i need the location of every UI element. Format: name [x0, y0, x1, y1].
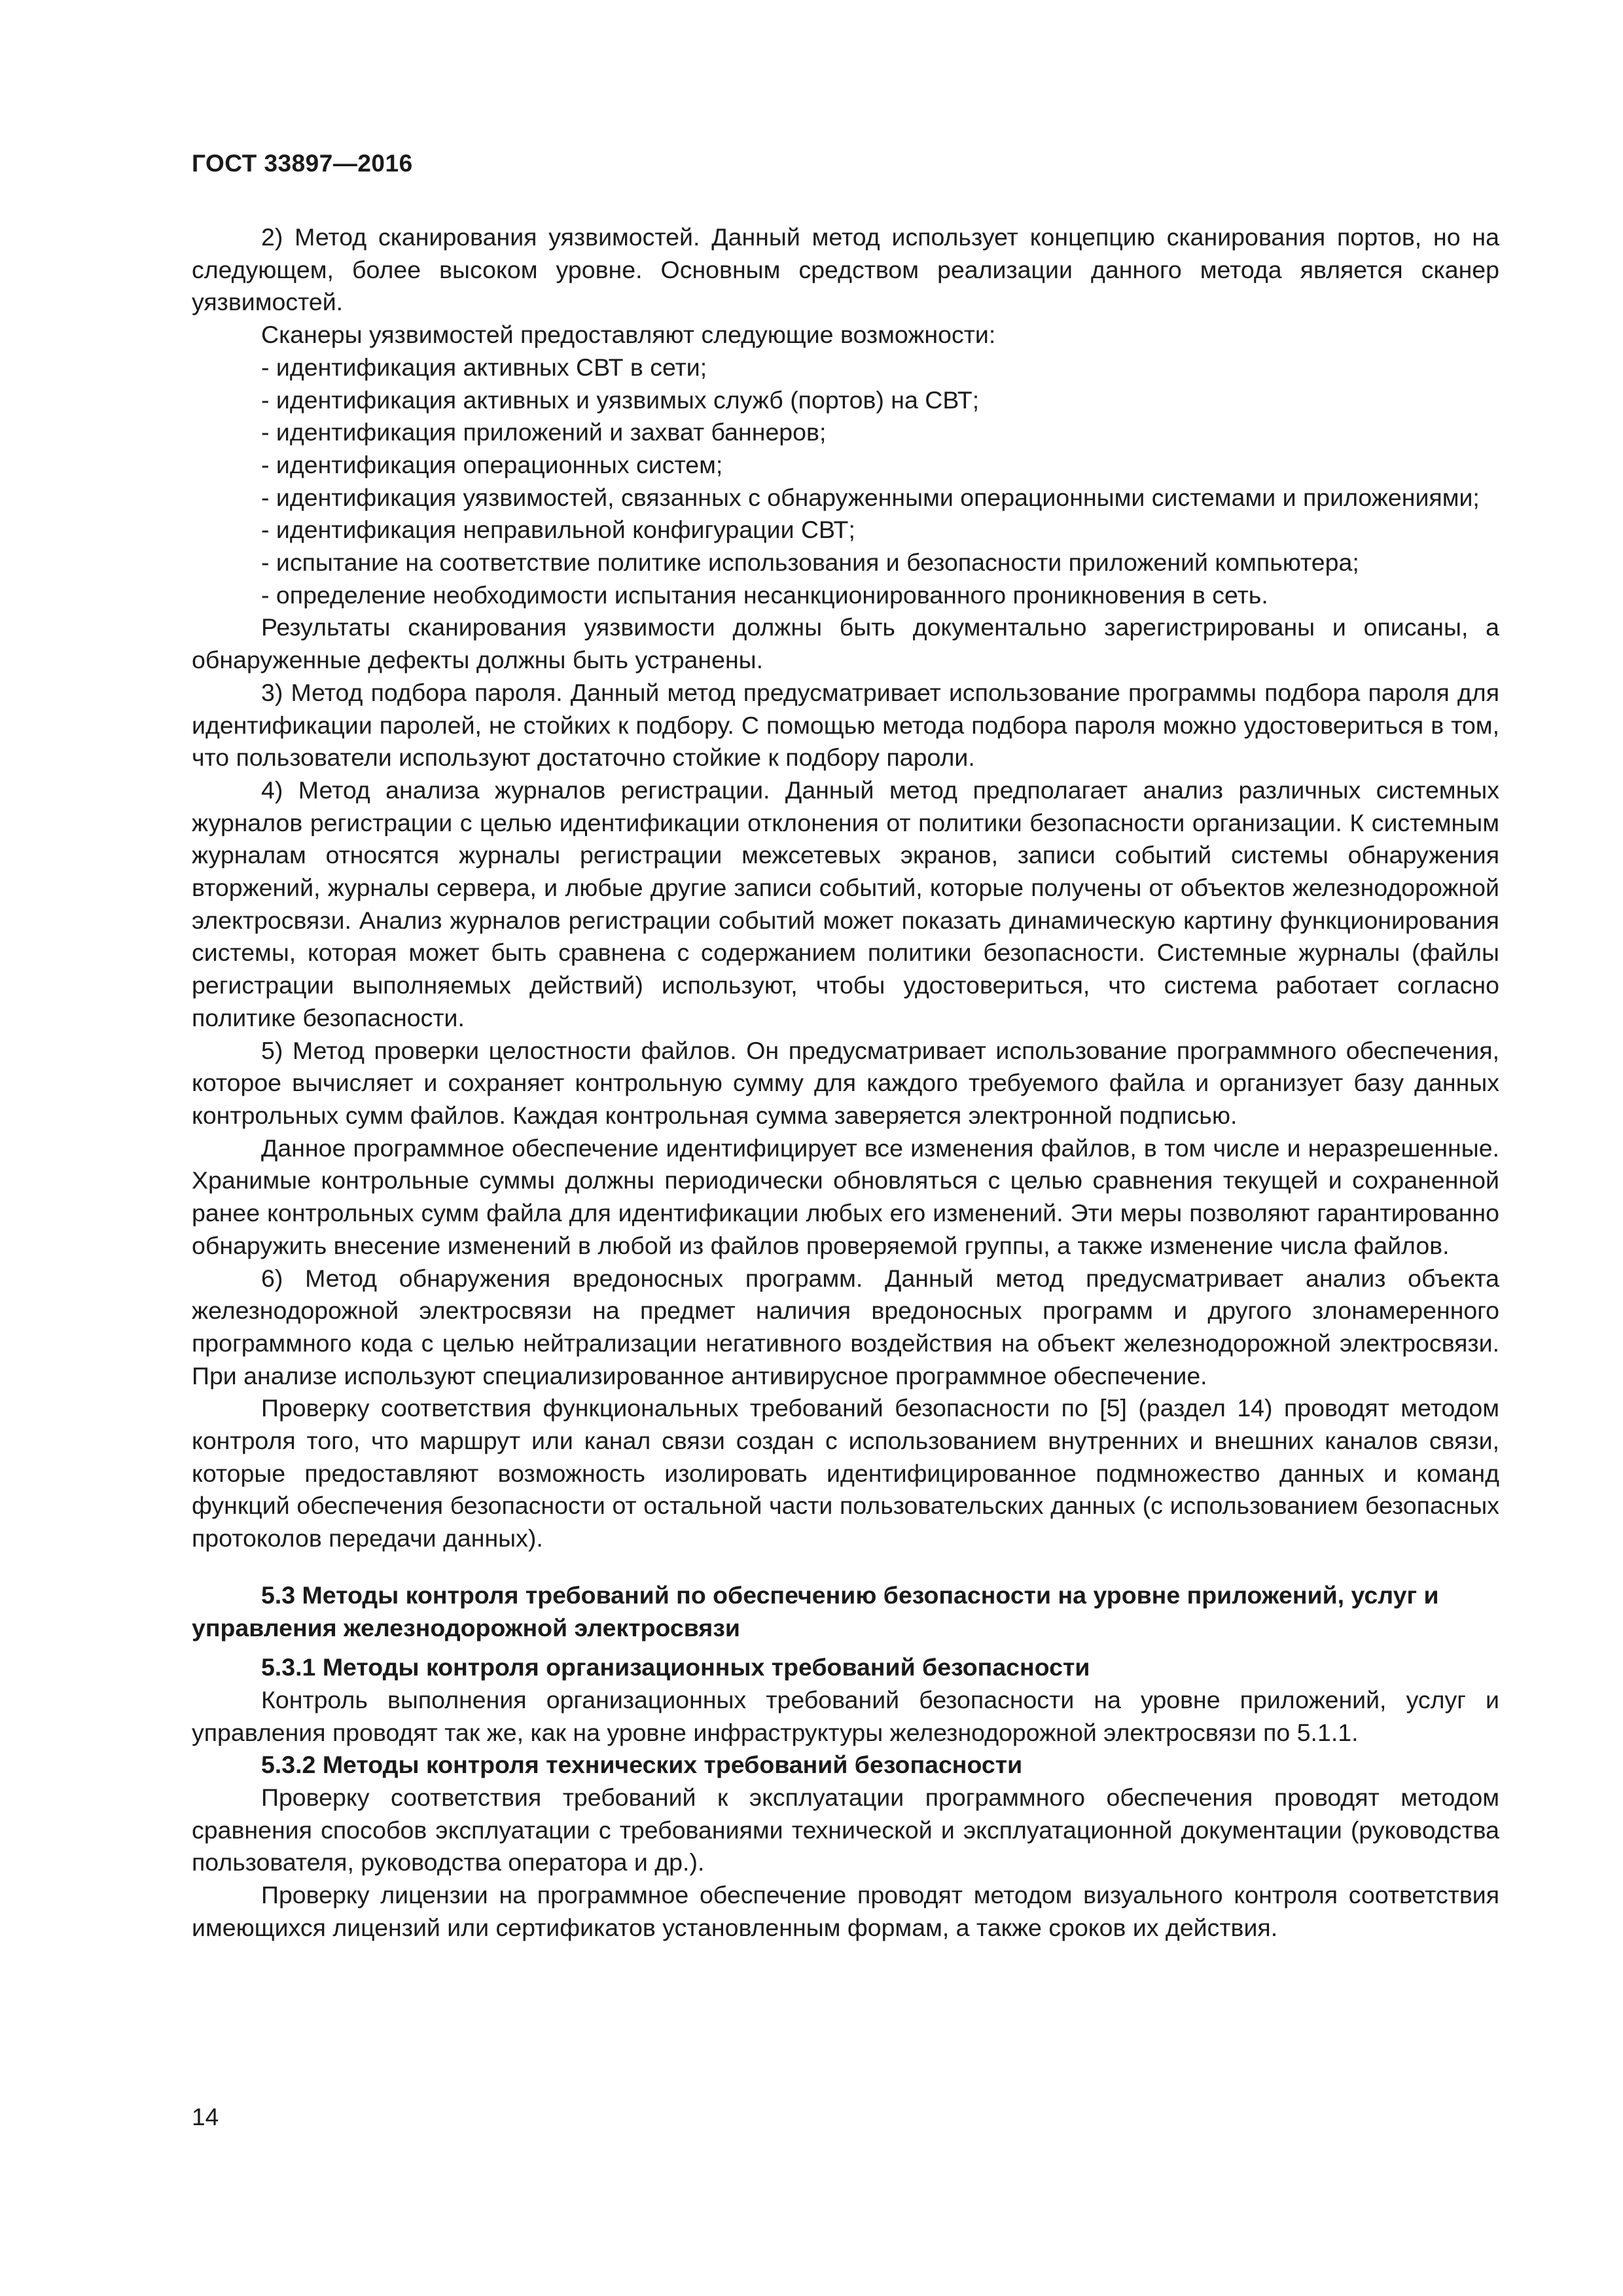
paragraph-method-4: 4) Метод анализа журналов регистрации. Данный метод предполагает анализ различных системных журналов регистрации с целью идентификации отклонения от политики безопасности организации. К системным журналам относятся журналы регистрации межсетевых экранов, записи событий системы обнаружения вторжений, журналы сервера, и любые другие записи событий, которые получены от объектов железнодорожной электросвязи. Анализ журналов регистрации событий может показать динамическую картину функционирования системы, которая может быть сравнена с содержанием политики безопасности. Системные журналы (файлы регистрации выполняемых действий) используют, чтобы удостовериться, что система работает согласно политике безопасности. [192, 776, 1499, 1031]
paragraph-method-6: 6) Метод обнаружения вредоносных программ. Данный метод предусматривает анализ объекта железнодорожной электросвязи на предмет наличия вредоносных программ и другого злонамеренного программного кода с целью нейтрализации негативного воздействия на объект железнодорожной электросвязи. При анализе используют специализированное антивирусное программное обеспечение. [192, 1264, 1499, 1390]
subsection-heading-5-3-1: 5.3.1 Методы контроля организационных требований безопасности [261, 1653, 1090, 1681]
paragraph: Проверку соответствия требований к эксплуатации программного обеспечения проводят методом сравнения способов эксплуатации с требованиями технической и эксплуатационной документации (руководства пользователя, руководства оператора и др.). [192, 1784, 1499, 1876]
paragraph: Сканеры уязвимостей предоставляют следующие возможности: [261, 321, 996, 349]
list-item: - идентификация операционных систем; [261, 450, 723, 478]
document-code-header: ГОСТ 33897—2016 [192, 150, 413, 177]
paragraph: Контроль выполнения организационных требований безопасности на уровне приложений, услуг и управления проводят так же, как на уровне инфраструктуры железнодорожной электросвязи по 5.1.1. [192, 1685, 1499, 1746]
paragraph-method-2: 2) Метод сканирования уязвимостей. Данный метод использует концепцию сканирования портов, но на следующем, более высоком уровне. Основным средством реализации данного метода является сканер уязвимостей. [192, 223, 1499, 316]
paragraph-method-5: 5) Метод проверки целостности файлов. Он предусматривает использование программного обеспечения, которое вычисляет и сохраняет контрольную сумму для каждого требуемого файла и организует базу данных контрольных сумм файлов. Каждая контрольная сумма заверяется электронной подписью. [192, 1036, 1499, 1129]
section-heading-5-3: 5.3 Методы контроля требований по обеспечению безопасности на уровне приложений, услуг и управления железнодорожной электросвязи [192, 1581, 1439, 1641]
paragraph: Проверку соответствия функциональных требований безопасности по [5] (раздел 14) проводят методом контроля того, что маршрут или канал связи создан с использованием внутренних и внешних каналов связи, которые предоставляют возможность изолировать идентифицированное подмножество данных и команд функций обеспечения безопасности от остальной части пользовательских данных (с использованием безопасных протоколов передачи данных). [192, 1394, 1499, 1552]
paragraph-method-3: 3) Метод подбора пароля. Данный метод предусматривает использование программы подбора пароля для идентификации паролей, не стойких к подбору. С помощью метода подбора пароля можно удостовериться в том, что пользователи используют достаточно стойкие к подбору пароли. [192, 678, 1499, 772]
list-item: - идентификация уязвимостей, связанных с обнаруженными операционными системами и приложениями; [261, 483, 1480, 511]
paragraph: Результаты сканирования уязвимости должны быть документально зарегистрированы и описаны, а обнаруженные дефекты должны быть устранены. [192, 613, 1499, 674]
list-item: - идентификация неправильной конфигурации СВТ; [261, 516, 855, 544]
list-item: - испытание на соответствие политике использования и безопасности приложений компьютера; [261, 548, 1359, 577]
list-item: - определение необходимости испытания несанкционированного проникновения в сеть. [261, 581, 1268, 609]
list-item: - идентификация активных и уязвимых служб (портов) на СВТ; [261, 386, 980, 414]
page-number: 14 [192, 2104, 219, 2130]
document-body [192, 221, 1499, 1945]
paragraph: Проверку лицензии на программное обеспечение проводят методом визуального контроля соответствия имеющихся лицензий или сертификатов установленным формам, а также сроков их действия. [192, 1881, 1499, 1941]
list-item: - идентификация активных СВТ в сети; [261, 353, 707, 381]
paragraph: Данное программное обеспечение идентифицирует все изменения файлов, в том числе и неразрешенные. Хранимые контрольные суммы должны периодически обновляться с целью сравнения текущей и сохраненной ранее контрольных сумм файла для идентификации любых его изменений. Эти меры позволяют гарантированно обнаружить внесение изменений в любой из файлов проверяемой группы, а также изменение числа файлов. [192, 1134, 1499, 1259]
list-item: - идентификация приложений и захват баннеров; [261, 418, 827, 446]
subsection-heading-5-3-2: 5.3.2 Методы контроля технических требований безопасности [261, 1751, 1023, 1779]
